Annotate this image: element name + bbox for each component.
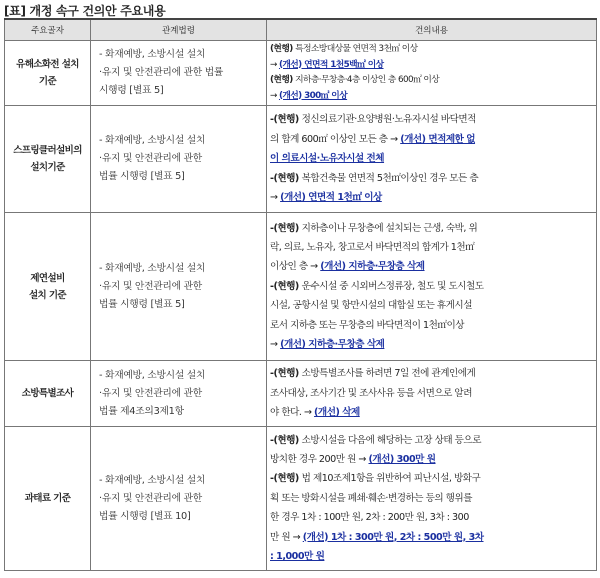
law-text: 법률 시행령 [별표 5] xyxy=(99,171,185,182)
law-text: ·유지 및 안전관리에 관한 xyxy=(99,153,202,164)
improvement-text: : 1,000만 원 xyxy=(270,551,325,563)
law-text: - 화재예방, 소방시설 설치 xyxy=(99,262,206,274)
proposal-line xyxy=(270,257,593,276)
law-text: ·유지 및 안전관리에 관한 xyxy=(99,492,202,504)
proposal-cell xyxy=(267,427,597,571)
proposal-line xyxy=(270,238,593,257)
table-row xyxy=(5,41,597,106)
law-cell xyxy=(91,361,267,427)
proposal-line xyxy=(270,277,593,296)
proposal-text: 방치한 경우 200만 원 → xyxy=(270,453,369,465)
category-label: 스프링클러설비의 xyxy=(13,145,82,156)
current-tag: (현행) xyxy=(270,44,296,54)
proposal-line xyxy=(270,508,593,527)
current-tag: -(현행) xyxy=(270,473,302,485)
current-tag: -(현행) xyxy=(270,114,302,126)
category-cell xyxy=(5,106,91,213)
law-text: ·유지 및 안전관리에 관한 xyxy=(99,280,202,292)
category-label: 과태료 기준 xyxy=(24,493,71,504)
proposal-cell xyxy=(267,213,597,361)
improvement-text: (개선) 지하층·무창층 삭제 xyxy=(320,261,425,273)
proposal-text: 한 경우 1차 : 100만 원, 2차 : 200만 원, 3차 : 300 xyxy=(270,512,469,524)
proposal-line xyxy=(270,528,593,547)
category-cell xyxy=(5,41,91,106)
proposal-line xyxy=(270,149,593,168)
law-text: - 화재예방, 소방시설 설치 xyxy=(99,135,206,146)
proposal-line xyxy=(270,73,593,89)
proposal-text: 로서 지하층 또는 무창층의 바닥면적이 1천㎡이상 xyxy=(270,319,465,331)
proposal-line xyxy=(270,384,593,403)
improvement-text: (개선) 연면적 1천㎡ 이상 xyxy=(280,192,382,204)
proposal-line xyxy=(270,450,593,469)
header-proposal: 건의내용 xyxy=(267,19,597,41)
proposal-text: → xyxy=(270,339,281,351)
law-text: 법률 시행령 [별표 10] xyxy=(99,510,191,522)
law-text: ·유지 및 안전관리에 관한 법률 xyxy=(99,67,224,78)
proposal-cell xyxy=(267,106,597,213)
category-label: 소방특별조사 xyxy=(21,388,74,399)
table-row xyxy=(5,106,597,213)
table-row xyxy=(5,427,597,571)
proposal-line xyxy=(270,188,593,207)
improvement-text: (개선) 삭제 xyxy=(314,407,360,419)
improvement-text: (개선) 300만 원 xyxy=(368,453,436,465)
law-text: ·유지 및 안전관리에 관한 xyxy=(99,387,202,399)
improvement-text: (개선) 300㎡ 이상 xyxy=(278,90,348,101)
proposal-line xyxy=(270,42,593,58)
improvement-text: 이 의료시설·노유자시설 전체 xyxy=(270,153,385,165)
proposal-text: 특정소방대상물 연면적 3천㎡ 이상 xyxy=(295,44,418,54)
law-text: 법률 시행령 [별표 5] xyxy=(99,298,185,310)
proposal-line xyxy=(270,547,593,566)
law-text: 법률 제4조의3제1항 xyxy=(99,405,184,417)
proposal-text: 소방시설을 다음에 해당하는 고장 상태 등으로 xyxy=(301,434,481,446)
proposal-line xyxy=(270,489,593,508)
category-cell xyxy=(5,361,91,427)
proposal-line xyxy=(270,364,593,383)
proposal-text: 야 한다. → xyxy=(270,407,315,419)
law-cell xyxy=(91,427,267,571)
proposal-line xyxy=(270,403,593,422)
improvement-text: (개선) 연면적 1천5백㎡ 이상 xyxy=(278,59,384,70)
proposal-line xyxy=(270,89,593,105)
proposal-text: 지하층·무창층·4층 이상인 층 600㎡ 이상 xyxy=(295,75,440,85)
proposal-text: 만 원 → xyxy=(270,531,303,543)
proposal-line xyxy=(270,469,593,488)
category-label: 제연설비 xyxy=(30,272,65,284)
proposal-line xyxy=(270,296,593,315)
proposal-cell xyxy=(267,41,597,106)
current-tag: -(현행) xyxy=(270,434,302,446)
proposal-line xyxy=(270,431,593,450)
category-label: 설치기준 xyxy=(30,162,65,173)
improvement-text: (개선) 지하층·무창층 삭제 xyxy=(280,339,385,351)
proposal-line xyxy=(270,335,593,354)
proposal-text: → xyxy=(270,192,281,204)
law-text: - 화재예방, 소방시설 설치 xyxy=(99,369,206,381)
table-header-row xyxy=(5,19,597,41)
proposal-text: 법 제10조제1항을 위반하여 피난시설, 방화구 xyxy=(301,473,481,485)
proposal-text: 락, 의료, 노유자, 창고로서 바닥면적의 합계가 1천㎡ xyxy=(270,241,475,253)
category-cell xyxy=(5,213,91,361)
proposal-cell xyxy=(267,361,597,427)
proposal-line xyxy=(270,316,593,335)
proposal-text: 운수시설 중 시외버스정류장, 철도 및 도시철도 xyxy=(301,280,484,292)
proposal-text: 획 또는 방화시설을 폐쇄·훼손·변경하는 등의 행위를 xyxy=(270,492,472,504)
proposal-text: 복합건축물 연면적 5천㎡이상인 경우 모든 층 xyxy=(301,172,479,184)
proposal-text: → xyxy=(270,90,279,101)
proposal-text: 소방특별조사를 하려면 7일 전에 관계인에게 xyxy=(301,368,476,380)
law-cell xyxy=(91,213,267,361)
law-text: - 화재예방, 소방시설 설치 xyxy=(99,49,206,60)
amendment-table xyxy=(4,18,597,571)
law-text: 시행령 [별표 5] xyxy=(99,85,164,96)
current-tag: -(현행) xyxy=(270,172,302,184)
proposal-text: 시설, 공항시설 및 항만시설의 대합실 또는 휴게시설 xyxy=(270,300,472,312)
proposal-line xyxy=(270,110,593,129)
proposal-line xyxy=(270,219,593,238)
proposal-line xyxy=(270,58,593,74)
table-row xyxy=(5,213,597,361)
law-cell xyxy=(91,41,267,106)
proposal-text: 이상인 층 → xyxy=(270,261,321,273)
proposal-text: 정신의료기관·요양병원·노유자시설 바닥면적 xyxy=(301,114,476,126)
current-tag: -(현행) xyxy=(270,368,302,380)
header-main-points: 주요골자 xyxy=(5,19,91,41)
law-text: - 화재예방, 소방시설 설치 xyxy=(99,474,206,486)
document-title: [표] 개정 속구 건의안 주요내용 xyxy=(4,4,166,18)
category-label: 기준 xyxy=(38,76,57,87)
current-tag: (현행) xyxy=(270,75,296,85)
category-cell xyxy=(5,427,91,571)
category-label: 설치 기준 xyxy=(28,289,66,301)
proposal-text: → xyxy=(270,59,279,70)
category-label: 유해소화전 설치 xyxy=(16,59,79,70)
improvement-text: (개선) 면적제한 없 xyxy=(400,133,476,145)
current-tag: -(현행) xyxy=(270,280,302,292)
header-related-law: 관계법령 xyxy=(91,19,267,41)
proposal-line xyxy=(270,130,593,149)
proposal-text: 지하층이나 무창층에 설치되는 근생, 숙박, 위 xyxy=(301,222,478,234)
current-tag: -(현행) xyxy=(270,222,302,234)
proposal-text: 조사대상, 조사기간 및 조사사유 등을 서면으로 알려 xyxy=(270,387,472,399)
proposal-line xyxy=(270,169,593,188)
law-cell xyxy=(91,106,267,213)
improvement-text: (개선) 1차 : 300만 원, 2차 : 500만 원, 3차 xyxy=(302,531,484,543)
proposal-text: 의 합계 600㎡ 이상인 모든 층 → xyxy=(270,133,401,145)
table-row xyxy=(5,361,597,427)
